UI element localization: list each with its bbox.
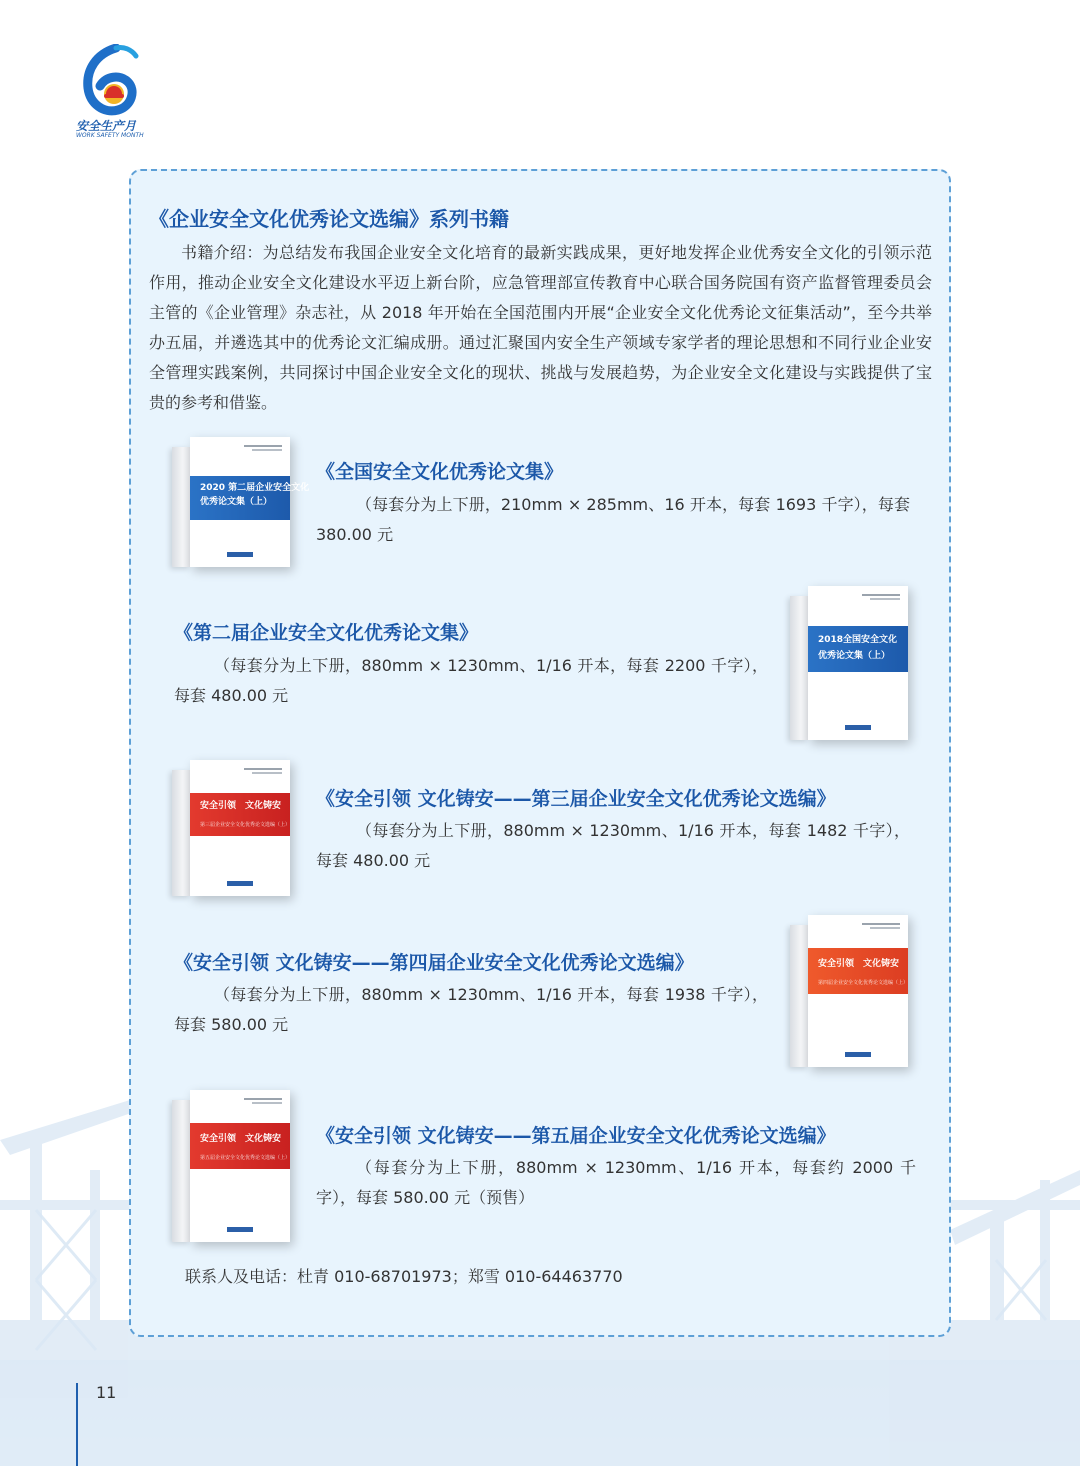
book-desc-4: （每套分为上下册，880mm × 1230mm、1/16 开本，每套 1938 千字），每套 580.00 元 <box>174 985 768 1034</box>
book-spine <box>172 770 190 896</box>
book-cover-4 <box>790 915 908 1067</box>
page-number: 11 <box>96 1383 117 1402</box>
cover-lines <box>244 1098 282 1100</box>
book-front <box>808 586 908 740</box>
cover-title: 2018全国安全文化 <box>818 635 898 646</box>
book-title-3: 《安全引领 文化铸安——第三届企业安全文化优秀论文选编》 <box>316 788 836 810</box>
cover-subtitle: 优秀论文集（上） <box>200 497 273 508</box>
book-desc-2: （每套分为上下册，880mm × 1230mm、1/16 开本，每套 2200 千字），每套 480.00 元 <box>174 656 768 705</box>
cover-subtitle: 第五届企业安全文化优秀论文选编（上） <box>200 1154 291 1161</box>
cover-title: 安全引领 文化铸安 <box>200 801 282 812</box>
book-desc-3: （每套分为上下册，880mm × 1230mm、1/16 开本，每套 1482 千字），每套 480.00 元 <box>316 821 910 870</box>
book-cover-2 <box>790 586 908 740</box>
book-desc-1: （每套分为上下册，210mm × 285mm、16 开本，每套 1693 千字），每套 380.00 元 <box>316 495 910 544</box>
cover-subtitle: 优秀论文集（上） <box>818 650 891 661</box>
publisher-logo <box>227 1227 253 1232</box>
series-title: 《企业安全文化优秀论文选编》系列书籍 <box>149 207 509 231</box>
cover-lines <box>244 768 282 770</box>
publisher-logo <box>227 881 253 886</box>
cover-title: 2020 第二届企业安全文化 <box>200 482 310 493</box>
cover-title: 安全引领 文化铸安 <box>818 959 900 970</box>
book-desc-5: （每套分为上下册，880mm × 1230mm、1/16 开本，每套约 2000 千字），每套 580.00 元（预售） <box>316 1158 916 1207</box>
publisher-logo <box>845 725 871 730</box>
book-front <box>190 437 310 567</box>
book-title-4: 《安全引领 文化铸安——第四届企业安全文化优秀论文选编》 <box>174 952 694 974</box>
logo-cn-text: 安全生产月 <box>76 119 137 133</box>
safety-month-logo <box>72 44 152 140</box>
book-title-5: 《安全引领 文化铸安——第五届企业安全文化优秀论文选编》 <box>316 1125 836 1147</box>
series-intro: 书籍介绍：为总结发布我国企业安全文化培育的最新实践成果，更好地发挥企业优秀安全文化的引领示范作用，推动企业安全文化建设水平迈上新台阶，应急管理部宣传教育中心联合国务院国有资产监督管理委员会主管的《企业管理》杂志社，从 2018 年开始在全国范围内开展“企业安全文化优秀论文征集活动”，至今共举办五届，并遴选其中的优秀论文汇编成册。通过汇聚国内安全生产领域专家学者的理论思想和不同行业企业安全管理实践案例，共同探讨中国企业安全文化的现状、挑战与发展趋势，为企业安全文化建设与实践提供了宝贵的参考和借鉴。 <box>149 243 932 412</box>
book-front <box>190 1090 290 1242</box>
publisher-logo <box>845 1052 871 1057</box>
book-spine <box>790 596 808 740</box>
book-cover-1 <box>172 437 310 567</box>
book-spine <box>172 447 190 567</box>
publisher-logo <box>227 552 253 557</box>
cover-lines <box>862 594 900 596</box>
page-number-rule <box>76 1383 78 1466</box>
book-cover-5 <box>172 1090 290 1242</box>
book-cover-3 <box>172 760 290 896</box>
cover-lines <box>244 445 282 447</box>
book-front <box>808 915 908 1067</box>
book-spine <box>172 1100 190 1242</box>
cover-title: 安全引领 文化铸安 <box>200 1134 282 1145</box>
book-front <box>190 760 290 896</box>
logo-six-icon <box>72 44 152 116</box>
contact-info: 联系人及电话：杜青 010-68701973；郑雪 010-64463770 <box>185 1267 623 1286</box>
book-spine <box>790 925 808 1067</box>
cover-subtitle: 第三届企业安全文化优秀论文选编（上） <box>200 822 291 829</box>
book-title-1: 《全国安全文化优秀论文集》 <box>316 461 564 483</box>
book-title-2: 《第二届企业安全文化优秀论文集》 <box>174 622 479 644</box>
cover-subtitle: 第四届企业安全文化优秀论文选编（上） <box>818 979 909 986</box>
cover-lines <box>862 923 900 925</box>
logo-en-text: WORK SAFETY MONTH <box>76 132 144 139</box>
